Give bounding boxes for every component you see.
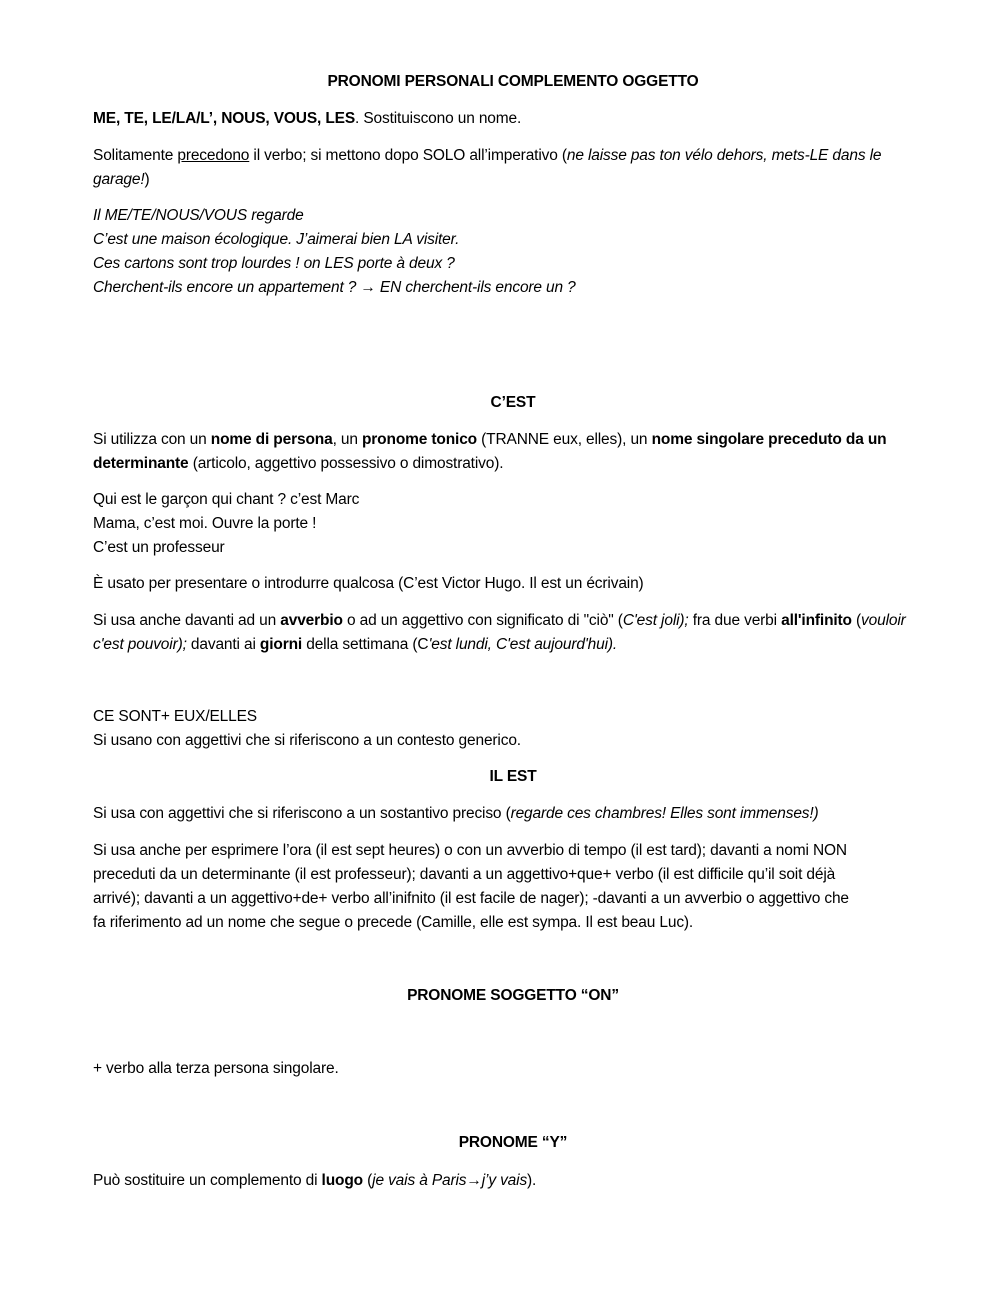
paragraph-cest-usage — [93, 428, 933, 476]
paragraph-cest-present: È usato per presentare o introdurre qualcosa (C’est Victor Hugo. Il est un écrivain) — [93, 575, 644, 592]
cest-extra-italic: vouloir c'est pouvoir); — [93, 612, 906, 653]
examples-block-1 — [93, 204, 933, 300]
section-title-pronome-on: PRONOME SOGGETTO “ON” — [407, 987, 619, 1004]
cest-extra-italic: 'est lundi, C'est aujourd'hui). — [428, 636, 618, 653]
examples-block-cest — [93, 488, 933, 560]
section-title-il-est: IL EST — [489, 768, 537, 785]
rule-text-c: ) — [144, 171, 150, 188]
y-italic: je vais à Paris→j’y vais — [372, 1172, 528, 1189]
example-line: Qui est le garçon qui chant ? c’est Marc — [93, 491, 360, 508]
rule-text-a: Solitamente — [93, 147, 178, 164]
y-text: Può sostituire un complemento di — [93, 1172, 322, 1189]
paragraph-il-est-extra — [93, 839, 933, 935]
cest-extra-bold: avverbio — [280, 612, 343, 629]
cest-extra-text: della settimana (C — [302, 636, 429, 653]
y-text: ( — [362, 1172, 373, 1189]
il-est-italic: regarde ces chambres! Elles sont immenses!) — [510, 805, 819, 822]
document-page — [93, 70, 933, 1193]
cest-text: (TRANNE eux, elles), un — [477, 431, 652, 448]
paragraph-y-usage — [93, 1169, 933, 1193]
y-bold: luogo — [321, 1172, 363, 1189]
il-est-line: Si usa anche per esprimere l’ora (il est sept heures) o con un avverbio di tempo (il est tard); davanti a nomi NON — [93, 842, 847, 859]
rule-example-italic: ne laisse pas ton vélo dehors, mets-LE dans le garage! — [93, 147, 882, 188]
example-line: Mama, c’est moi. Ouvre la porte ! — [93, 515, 317, 532]
cest-extra-text: fra due verbi — [688, 612, 782, 629]
paragraph-pronouns-list — [93, 107, 933, 131]
il-est-line: fa riferimento ad un nome che segue o precede (Camille, elle est sympa. Il est beau Luc). — [93, 914, 694, 931]
cest-extra-text: o ad un aggettivo con significato di "ciò" ( — [342, 612, 623, 629]
il-est-text: Si usa con aggettivi che si riferiscono a un sostantivo preciso ( — [93, 805, 511, 822]
ce-sont-heading: CE SONT+ EUX/ELLES — [93, 708, 257, 725]
example-line: C’est un professeur — [93, 539, 225, 556]
section-title-cest: C’EST — [490, 394, 536, 411]
section-title-pronome-y: PRONOME “Y” — [458, 1134, 568, 1151]
cest-extra-text: davanti ai — [186, 636, 260, 653]
cest-text: , un — [332, 431, 362, 448]
y-text: ). — [527, 1172, 537, 1189]
paragraph-on-usage: + verbo alla terza persona singolare. — [93, 1060, 339, 1077]
pronouns-list-rest: . Sostituiscono un nome. — [355, 110, 522, 127]
cest-bold: pronome tonico — [361, 431, 477, 448]
rule-underlined-word: precedono — [177, 147, 250, 164]
ce-sont-block — [93, 705, 933, 753]
cest-bold: nome singolare preceduto da un determinante — [93, 431, 887, 472]
il-est-line: preceduti da un determinante (il est professeur); davanti a un aggettivo+que+ verbo (il est difficile qu’il soit déjà — [93, 866, 836, 883]
rule-text-b: il verbo; si mettono dopo SOLO all’imperativo ( — [249, 147, 567, 164]
cest-extra-text: Si usa anche davanti ad un — [93, 612, 281, 629]
paragraph-il-est-usage — [93, 802, 933, 826]
paragraph-position-rule — [93, 144, 933, 192]
paragraph-cest-extra — [93, 609, 933, 657]
cest-extra-text: ( — [851, 612, 862, 629]
cest-extra-bold: all'infinito — [781, 612, 852, 629]
cest-extra-italic: C'est joli); — [622, 612, 689, 629]
cest-bold: nome di persona — [210, 431, 333, 448]
cest-text: Si utilizza con un — [93, 431, 211, 448]
example-line: C’est une maison écologique. J’aimerai bien LA visiter. — [93, 231, 460, 248]
ce-sont-description: Si usano con aggettivi che si riferiscono a un contesto generico. — [93, 732, 521, 749]
example-line: Il ME/TE/NOUS/VOUS regarde — [93, 207, 304, 224]
il-est-line: arrivé); davanti a un aggettivo+de+ verbo all’inifnito (il est facile de nager); -davanti a un avverbio o aggettivo che — [93, 890, 849, 907]
pronouns-list-bold: ME, TE, LE/LA/L’, NOUS, VOUS, LES — [93, 110, 356, 127]
cest-text: (articolo, aggettivo possessivo o dimostrativo). — [188, 455, 504, 472]
example-line: Cherchent-ils encore un appartement ? → EN cherchent-ils encore un ? — [93, 279, 576, 296]
cest-extra-bold: giorni — [259, 636, 303, 653]
section-title-pronomi-personali: PRONOMI PERSONALI COMPLEMENTO OGGETTO — [327, 73, 699, 90]
example-line: Ces cartons sont trop lourdes ! on LES porte à deux ? — [93, 255, 455, 272]
